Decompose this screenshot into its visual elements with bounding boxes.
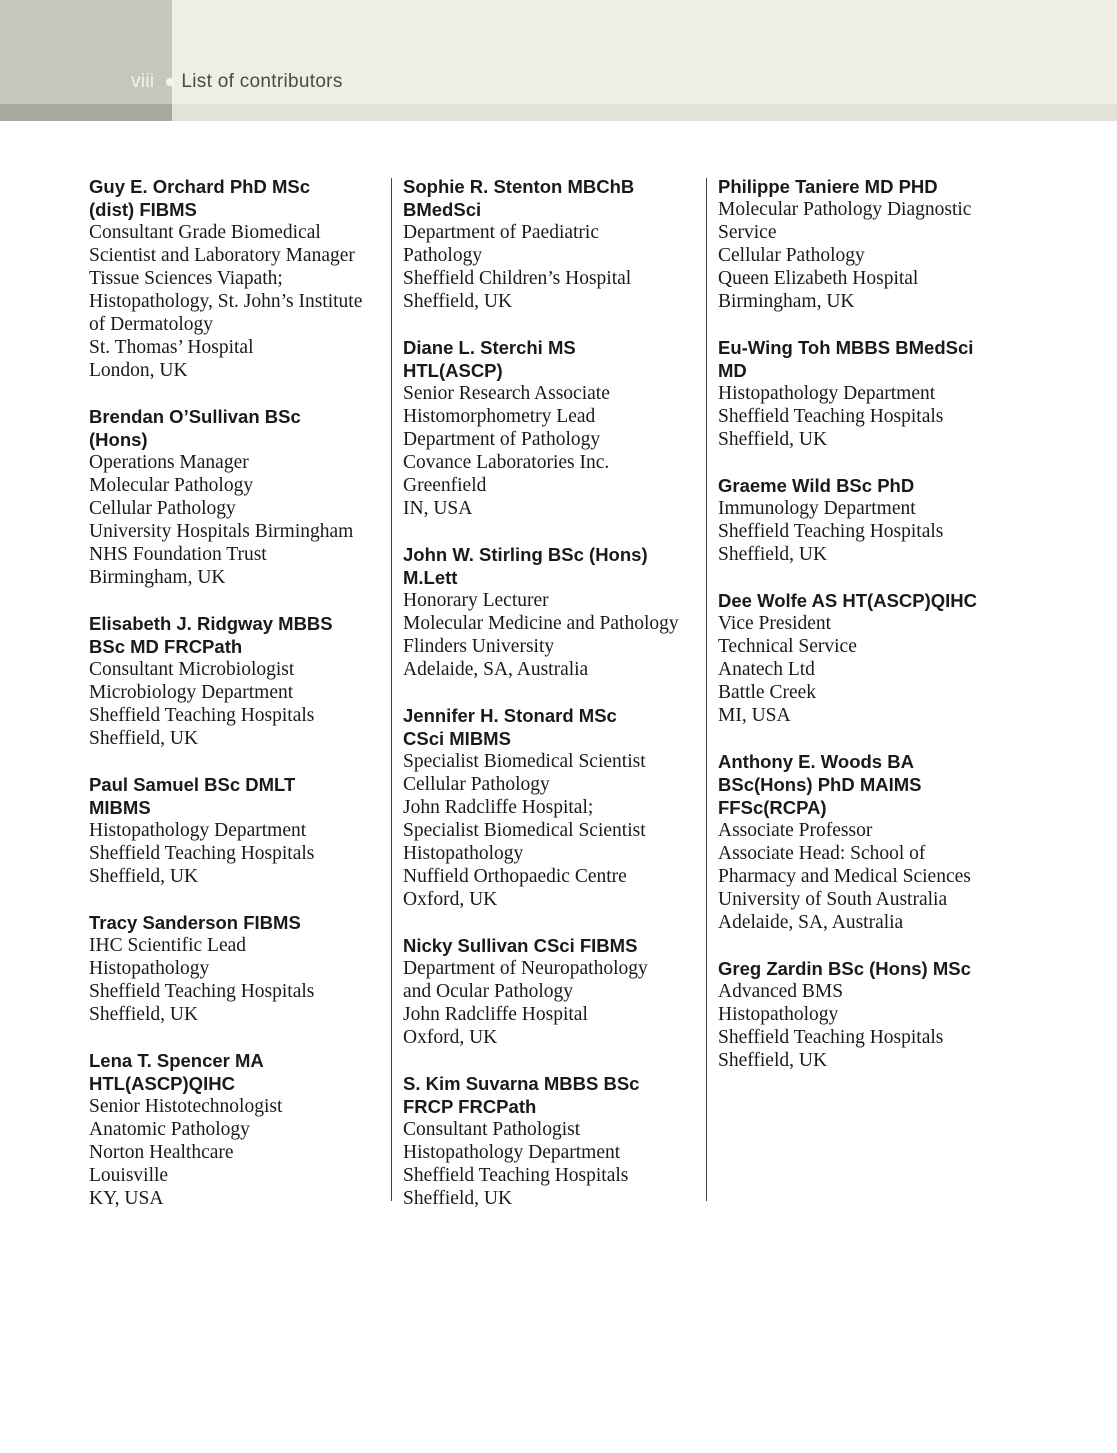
contributor-name: CSci MIBMS — [403, 728, 511, 749]
contributor-affiliation-line: Histopathology Department — [89, 820, 307, 841]
contributor-entry — [718, 175, 1018, 313]
contributor-affiliation-line: Sheffield Teaching Hospitals — [718, 1027, 944, 1048]
contributor-affiliation-line: Sheffield Children’s Hospital — [403, 268, 632, 289]
contributor-affiliation-line: Pharmacy and Medical Sciences — [718, 866, 971, 887]
contributor-affiliation-line: MI, USA — [718, 705, 791, 726]
contributor-affiliation-line: Sheffield Teaching Hospitals — [718, 521, 944, 542]
contributor-affiliation-line: Sheffield, UK — [718, 429, 828, 450]
contributor-name: Graeme Wild BSc PhD — [718, 475, 915, 496]
contributor-name: Philippe Taniere MD PHD — [718, 176, 938, 197]
contributor-affiliation-line: Anatech Ltd — [718, 659, 815, 680]
contributor-affiliation-line: Pathology — [403, 245, 483, 266]
contributor-affiliation-line: Nuffield Orthopaedic Centre — [403, 866, 627, 887]
contributor-affiliation-line: Immunology Department — [718, 498, 916, 519]
contributor-affiliation-line: Histopathology Department — [403, 1142, 621, 1163]
contributor-affiliation-line: London, UK — [89, 360, 188, 381]
contributors-column-2 — [403, 175, 703, 1233]
column-divider — [706, 178, 707, 1201]
contributor-affiliation-line: Histopathology — [718, 1004, 839, 1025]
contributor-affiliation-line: Adelaide, SA, Australia — [718, 912, 904, 933]
contributor-affiliation-line: Molecular Pathology — [89, 475, 254, 496]
bullet-icon — [166, 78, 174, 86]
contributor-name: Paul Samuel BSc DMLT — [89, 774, 296, 795]
contributor-entry — [718, 336, 1018, 451]
contributor-name: Greg Zardin BSc (Hons) MSc — [718, 958, 971, 979]
contributor-entry — [403, 1072, 703, 1210]
contributor-affiliation-line: Histopathology Department — [718, 383, 936, 404]
contributor-affiliation-line: Adelaide, SA, Australia — [403, 659, 589, 680]
contributor-affiliation-line: Sheffield, UK — [403, 1188, 513, 1209]
contributor-name: FFSc(RCPA) — [718, 797, 827, 818]
contributor-affiliation-line: Greenfield — [403, 475, 487, 496]
contributor-affiliation-line: Honorary Lecturer — [403, 590, 549, 611]
contributor-affiliation-line: Louisville — [89, 1165, 169, 1186]
contributor-affiliation-line: Consultant Microbiologist — [89, 659, 295, 680]
contributor-entry — [403, 175, 703, 313]
contributor-affiliation-line: NHS Foundation Trust — [89, 544, 267, 565]
contributor-affiliation-line: University Hospitals Birmingham — [89, 521, 354, 542]
contributor-affiliation-line: Birmingham, UK — [89, 567, 226, 588]
contributor-affiliation-line: Cellular Pathology — [718, 245, 865, 266]
page-number: viii — [131, 71, 155, 92]
contributor-name: MIBMS — [89, 797, 151, 818]
contributor-name: Lena T. Spencer MA — [89, 1050, 264, 1071]
header-strip-corner — [0, 104, 172, 121]
contributor-affiliation-line: Vice President — [718, 613, 832, 634]
contributor-name: Eu-Wing Toh MBBS BMedSci — [718, 337, 974, 358]
contributor-name: Brendan O’Sullivan BSc — [89, 406, 301, 427]
contributor-entry — [718, 750, 1018, 934]
contributor-affiliation-line: John Radcliffe Hospital — [403, 1004, 588, 1025]
contributor-affiliation-line: Histopathology, St. John’s Institute — [89, 291, 363, 312]
contributor-name: MD — [718, 360, 747, 381]
column-divider — [391, 178, 392, 1201]
contributor-affiliation-line: University of South Australia — [718, 889, 948, 910]
contributor-name: Anthony E. Woods BA — [718, 751, 914, 772]
contributor-affiliation-line: Senior Histotechnologist — [89, 1096, 283, 1117]
contributor-entry — [403, 704, 703, 911]
contributor-affiliation-line: John Radcliffe Hospital; — [403, 797, 594, 818]
contributor-name: BMedSci — [403, 199, 482, 220]
contributor-affiliation-line: Sheffield, UK — [718, 1050, 828, 1071]
contributor-entry — [89, 773, 389, 888]
contributor-entry — [403, 543, 703, 681]
contributor-affiliation-line: Scientist and Laboratory Manager — [89, 245, 355, 266]
contributor-name: M.Lett — [403, 567, 458, 588]
contributor-entry — [718, 957, 1018, 1072]
contributor-entry — [89, 175, 389, 382]
contributor-name: Elisabeth J. Ridgway MBBS — [89, 613, 333, 634]
contributor-affiliation-line: Microbiology Department — [89, 682, 294, 703]
contributor-affiliation-line: Battle Creek — [718, 682, 817, 703]
contributor-affiliation-line: and Ocular Pathology — [403, 981, 574, 1002]
contributor-affiliation-line: IHC Scientific Lead — [89, 935, 247, 956]
contributor-affiliation-line: Cellular Pathology — [403, 774, 550, 795]
contributor-affiliation-line: Advanced BMS — [718, 981, 844, 1002]
contributor-affiliation-line: KY, USA — [89, 1188, 164, 1209]
contributor-affiliation-line: Senior Research Associate — [403, 383, 610, 404]
contributor-affiliation-line: Norton Healthcare — [89, 1142, 234, 1163]
contributor-entry — [89, 911, 389, 1026]
contributor-entry — [89, 612, 389, 750]
contributor-name: Jennifer H. Stonard MSc — [403, 705, 617, 726]
contributor-affiliation-line: Histopathology — [403, 843, 524, 864]
contributor-name: FRCP FRCPath — [403, 1096, 537, 1117]
contributor-affiliation-line: Molecular Medicine and Pathology — [403, 613, 679, 634]
contributor-affiliation-line: Specialist Biomedical Scientist — [403, 751, 646, 772]
contributor-entry — [718, 474, 1018, 566]
contributor-affiliation-line: of Dermatology — [89, 314, 214, 335]
contributor-affiliation-line: Sheffield Teaching Hospitals — [718, 406, 944, 427]
contributor-entry — [403, 934, 703, 1049]
contributors-column-1 — [89, 175, 389, 1233]
contributor-affiliation-line: Department of Neuropathology — [403, 958, 648, 979]
contributor-affiliation-line: Covance Laboratories Inc. — [403, 452, 610, 473]
header-corner-block — [0, 0, 172, 121]
contributor-name: (dist) FIBMS — [89, 199, 197, 220]
contributor-name: Nicky Sullivan CSci FIBMS — [403, 935, 638, 956]
contributor-affiliation-line: Specialist Biomedical Scientist — [403, 820, 646, 841]
contributor-name: Guy E. Orchard PhD MSc — [89, 176, 311, 197]
contributor-name: (Hons) — [89, 429, 148, 450]
contributor-name: John W. Stirling BSc (Hons) — [403, 544, 648, 565]
contributor-affiliation-line: Cellular Pathology — [89, 498, 236, 519]
contributor-entry — [89, 1049, 389, 1210]
contributor-name: BSc MD FRCPath — [89, 636, 243, 657]
contributor-affiliation-line: IN, USA — [403, 498, 473, 519]
contributor-affiliation-line: Histomorphometry Lead — [403, 406, 596, 427]
contributor-affiliation-line: Department of Paediatric — [403, 222, 599, 243]
contributor-affiliation-line: Sheffield Teaching Hospitals — [89, 705, 315, 726]
contributor-affiliation-line: Consultant Grade Biomedical — [89, 222, 321, 243]
contributor-affiliation-line: Technical Service — [718, 636, 857, 657]
contributor-affiliation-line: Oxford, UK — [403, 889, 498, 910]
contributor-affiliation-line: Flinders University — [403, 636, 555, 657]
contributor-affiliation-line: Sheffield, UK — [89, 866, 199, 887]
contributor-affiliation-line: Sheffield, UK — [89, 1004, 199, 1025]
contributor-name: BSc(Hons) PhD MAIMS — [718, 774, 922, 795]
contributor-affiliation-line: Sheffield Teaching Hospitals — [89, 981, 315, 1002]
contributor-affiliation-line: Sheffield, UK — [718, 544, 828, 565]
contributor-entry — [403, 336, 703, 520]
contributor-affiliation-line: Sheffield Teaching Hospitals — [403, 1165, 629, 1186]
contributor-affiliation-line: Department of Pathology — [403, 429, 601, 450]
contributor-affiliation-line: Consultant Pathologist — [403, 1119, 581, 1140]
contributor-affiliation-line: Queen Elizabeth Hospital — [718, 268, 919, 289]
contributor-name: HTL(ASCP)QIHC — [89, 1073, 235, 1094]
contributor-affiliation-line: Operations Manager — [89, 452, 249, 473]
contributor-affiliation-line: Service — [718, 222, 777, 243]
contributor-affiliation-line: Anatomic Pathology — [89, 1119, 250, 1140]
contributor-name: HTL(ASCP) — [403, 360, 503, 381]
contributor-affiliation-line: Histopathology — [89, 958, 210, 979]
contributor-affiliation-line: Sheffield Teaching Hospitals — [89, 843, 315, 864]
contributor-affiliation-line: Sheffield, UK — [89, 728, 199, 749]
contributor-entry — [718, 589, 1018, 727]
contributor-affiliation-line: Molecular Pathology Diagnostic — [718, 199, 972, 220]
contributor-name: Diane L. Sterchi MS — [403, 337, 576, 358]
contributors-column-3 — [718, 175, 1018, 1095]
contributor-affiliation-line: Associate Head: School of — [718, 843, 926, 864]
contributor-name: Dee Wolfe AS HT(ASCP)QIHC — [718, 590, 978, 611]
contributor-affiliation-line: Sheffield, UK — [403, 291, 513, 312]
running-header — [131, 69, 343, 95]
contributor-name: Sophie R. Stenton MBChB — [403, 176, 635, 197]
contributor-affiliation-line: Tissue Sciences Viapath; — [89, 268, 283, 289]
contributor-name: Tracy Sanderson FIBMS — [89, 912, 301, 933]
contributor-affiliation-line: Birmingham, UK — [718, 291, 855, 312]
contributor-affiliation-line: Oxford, UK — [403, 1027, 498, 1048]
contributor-affiliation-line: St. Thomas’ Hospital — [89, 337, 254, 358]
section-title: List of contributors — [181, 71, 343, 92]
contributor-entry — [89, 405, 389, 589]
contributor-name: S. Kim Suvarna MBBS BSc — [403, 1073, 640, 1094]
contributor-affiliation-line: Associate Professor — [718, 820, 873, 841]
